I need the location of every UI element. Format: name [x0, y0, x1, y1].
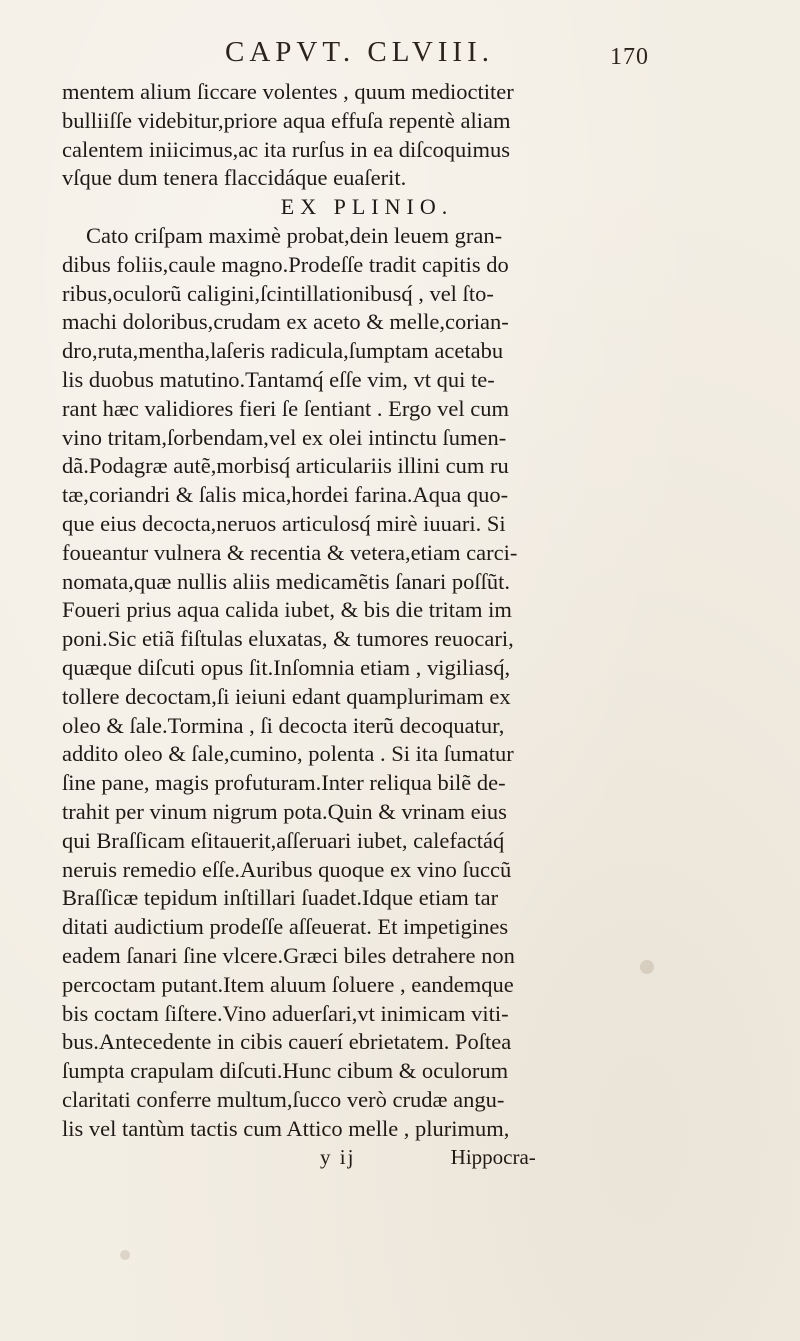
- text-line: ditati audictium prodeſſe aſſeuerat. Et impetigines: [62, 914, 509, 940]
- paper-stain: [120, 1250, 130, 1260]
- text-line: ſumpta crapulam diſcuti.Hunc cibum & oculorum: [62, 1058, 509, 1084]
- text-line: dro,ruta,mentha,laſeris radicula,ſumptam acetabu: [62, 338, 504, 364]
- text-line: percoctam putant.Item aluum ſoluere , eandemque: [62, 971, 514, 997]
- text-line: claritati conferre multum,ſucco verò crudæ angu-: [62, 1086, 505, 1112]
- text-line: tæ,coriandri & ſalis mica,hordei farina.Aqua quo-: [62, 482, 509, 508]
- text-line: lis duobus matutino.Tantamq́ eſſe vim, vt qui te-: [62, 366, 495, 392]
- text-line: bulliiſſe videbitur,priore aqua effuſa repentè aliam: [62, 107, 511, 133]
- text-line: ſine pane, magis profuturam.Inter reliqua bilẽ de-: [62, 770, 506, 796]
- text-line: foueantur vulnera & recentia & vetera,etiam carci-: [62, 539, 518, 565]
- page-number: 170: [610, 44, 649, 70]
- text-line: bus.Antecedente in cibis cauerí ebrietatem. Poſtea: [62, 1029, 512, 1055]
- catchword: Hippocra-: [450, 1145, 536, 1170]
- page-header: [0, 30, 800, 80]
- running-head: CAPVT. CLVIII.: [225, 36, 494, 68]
- text-line: machi doloribus,crudam ex aceto & melle,corian-: [62, 309, 509, 335]
- text-line: rant hæc validiores fieri ſe ſentiant . Ergo vel cum: [62, 395, 509, 421]
- text-line: neruis remedio eſſe.Auribus quoque ex vino ſuccũ: [62, 856, 512, 882]
- text-line: bis coctam ſiſtere.Vino aduerſari,vt inimicam viti-: [62, 1000, 509, 1026]
- text-line: ribus,oculorũ caligini,ſcintillationibusq́ , vel ſto-: [62, 280, 494, 306]
- text-line: poni.Sic etiã fiſtulas eluxatas, & tumores reuocari,: [62, 626, 514, 652]
- signature-mark: y ij: [320, 1145, 356, 1170]
- text-line: nomata,quæ nullis aliis medicamẽtis ſanari poſſũt.: [62, 568, 511, 594]
- text-line: trahit per vinum nigrum pota.Quin & vrinam eius: [62, 798, 507, 824]
- body-text: [62, 78, 672, 1172]
- footer-line: [62, 1143, 672, 1172]
- text-line: Cato criſpam maximè probat,dein leuem gran-: [86, 222, 503, 248]
- text-line: oleo & ſale.Tormina , ſi decocta iterũ decoquatur,: [62, 712, 505, 738]
- text-line: dibus foliis,caule magno.Prodeſſe tradit capitis do: [62, 251, 509, 277]
- text-line: calentem iniicimus,ac ita rurſus in ea diſcoquimus: [62, 136, 511, 162]
- paper-stain: [640, 960, 654, 974]
- text-line: mentem alium ſiccare volentes , quum medioctiter: [62, 79, 514, 104]
- text-line: vino tritam,ſorbendam,vel ex olei intinctu ſumen-: [62, 424, 507, 450]
- text-line: que eius decocta,neruos articulosq́ mirè iuuari. Si: [62, 510, 506, 536]
- text-line: Foueri prius aqua calida iubet, & bis die tritam im: [62, 597, 512, 623]
- text-line: qui Braſſicam eſitauerit,aſſeruari iubet, calefactáq́: [62, 827, 505, 853]
- text-line: dã.Podagræ autẽ,morbisq́ articulariis illini cum ru: [62, 453, 509, 479]
- text-line: vſque dum tenera flaccidáque euaſerit.: [62, 165, 407, 191]
- text-line: lis vel tantùm tactis cum Attico melle , plurimum,: [62, 1115, 510, 1141]
- text-line: eadem ſanari ſine vlcere.Græci biles detrahere non: [62, 942, 515, 968]
- text-line: quæque diſcuti opus ſit.Inſomnia etiam , vigiliasq́,: [62, 654, 511, 680]
- text-line: tollere decoctam,ſi ieiuni edant quamplurimam ex: [62, 683, 511, 709]
- text-line: Braſſicæ tepidum inſtillari ſuadet.Idque etiam tar: [62, 885, 499, 911]
- text-line: addito oleo & ſale,cumino, polenta . Si ita ſumatur: [62, 741, 514, 767]
- section-heading: EX PLINIO.: [280, 194, 454, 220]
